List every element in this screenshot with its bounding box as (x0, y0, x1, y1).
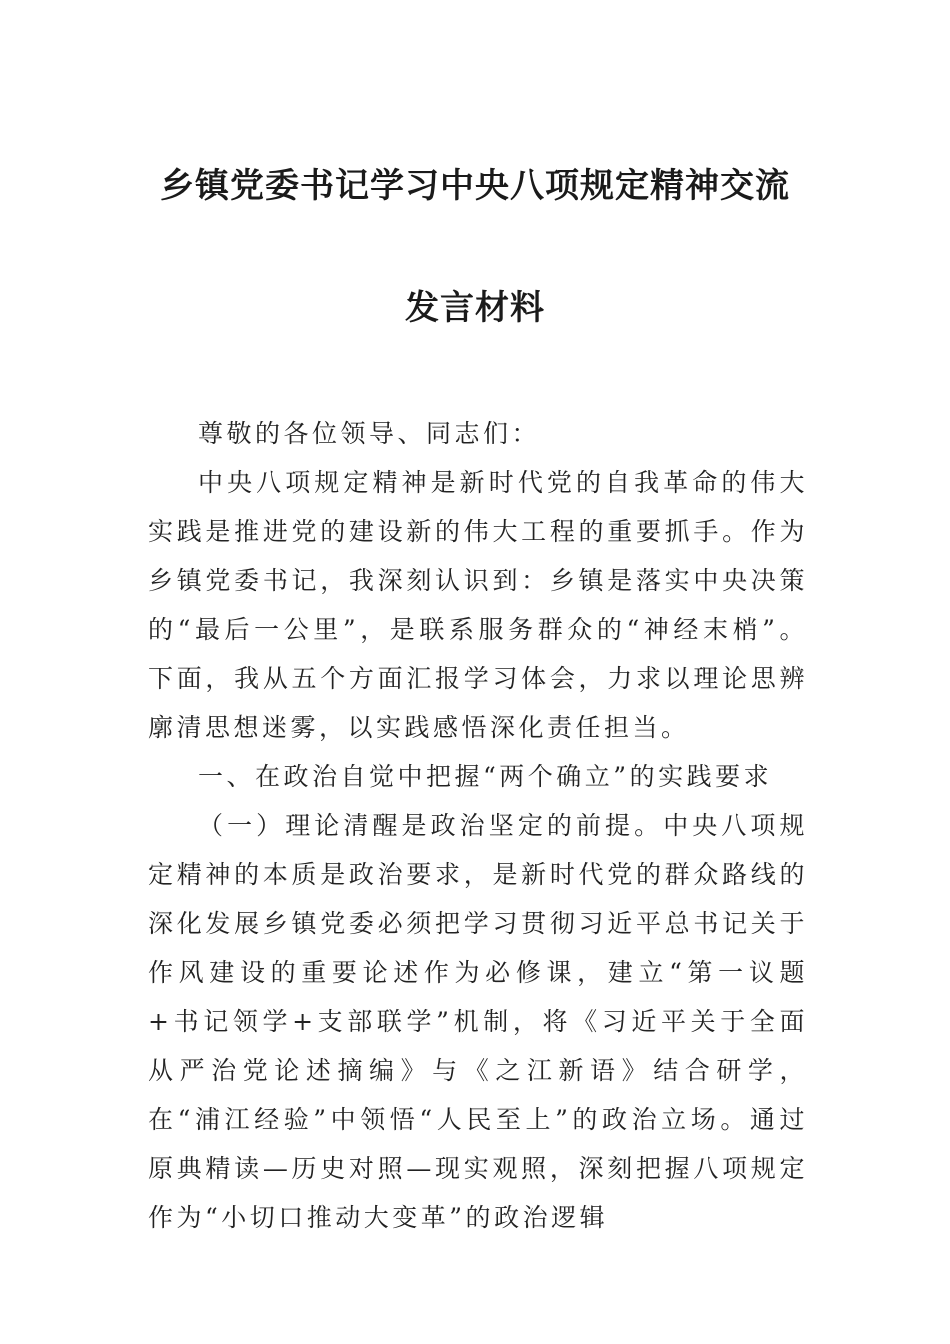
paragraph-subsection-1: （一）理论清醒是政治坚定的前提。中央八项规定精神的本质是政治要求，是新时代党的群众路线的深化发展乡镇党委必须把学习贯彻习近平总书记关于作风建设的重要论述作为必修课，建立“第一议题+书记领学+支部联学”机制，将《习近平关于全面从严治党论述摘编》与《之江新语》结合研学，在“浦江经验”中领悟“人民至上”的政治立场。通过原典精读—历史对照—现实观照，深刻把握八项规定作为“小切口推动大变革”的政治逻辑 (148, 811, 808, 1232)
paragraph-intro: 中央八项规定精神是新时代党的自我革命的伟大实践是推进党的建设新的伟大工程的重要抓手。作为乡镇党委书记，我深刻认识到：乡镇是落实中央决策的“最后一公里”，是联系服务群众的“神经末梢”。下面，我从五个方面汇报学习体会，力求以理论思辨廓清思想迷雾，以实践感悟深化责任担当。 (148, 468, 808, 742)
document-body (148, 409, 808, 1242)
document-title-line-1: 乡镇党委书记学习中央八项规定精神交流 (160, 166, 790, 206)
section-heading-1: 一、在政治自觉中把握“两个确立”的实践要求 (198, 762, 773, 791)
salutation: 尊敬的各位领导、同志们： (198, 419, 541, 448)
document-title-line-2: 发言材料 (405, 288, 545, 328)
